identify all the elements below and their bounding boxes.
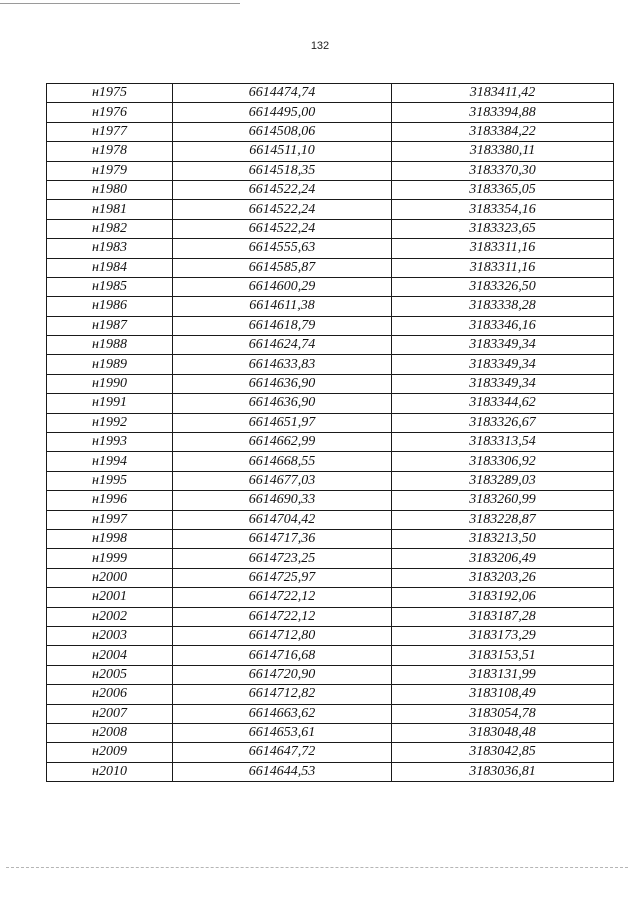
point-id-cell: н1986 xyxy=(47,297,173,316)
table-row xyxy=(47,103,614,122)
x-coordinate-cell: 6614717,36 xyxy=(173,529,392,548)
point-id-cell: н1978 xyxy=(47,142,173,161)
y-coordinate-cell: 3183192,06 xyxy=(392,588,614,607)
y-coordinate-cell: 3183344,62 xyxy=(392,394,614,413)
y-coordinate-cell: 3183326,50 xyxy=(392,277,614,296)
top-rule xyxy=(0,3,240,4)
y-coordinate-cell: 3183313,54 xyxy=(392,433,614,452)
point-id-cell: н2006 xyxy=(47,685,173,704)
point-id-cell: н2009 xyxy=(47,743,173,762)
table-row xyxy=(47,316,614,335)
y-coordinate-cell: 3183349,34 xyxy=(392,355,614,374)
point-id-cell: н1998 xyxy=(47,529,173,548)
table-row xyxy=(47,122,614,141)
point-id-cell: н1995 xyxy=(47,471,173,490)
y-coordinate-cell: 3183206,49 xyxy=(392,549,614,568)
table-row xyxy=(47,374,614,393)
table-row xyxy=(47,743,614,762)
y-coordinate-cell: 3183411,42 xyxy=(392,84,614,103)
table-row xyxy=(47,607,614,626)
point-id-cell: н1979 xyxy=(47,161,173,180)
table-row xyxy=(47,433,614,452)
x-coordinate-cell: 6614522,24 xyxy=(173,180,392,199)
y-coordinate-cell: 3183203,26 xyxy=(392,568,614,587)
table-row xyxy=(47,239,614,258)
y-coordinate-cell: 3183394,88 xyxy=(392,103,614,122)
table-row xyxy=(47,142,614,161)
y-coordinate-cell: 3183354,16 xyxy=(392,200,614,219)
x-coordinate-cell: 6614585,87 xyxy=(173,258,392,277)
table-row xyxy=(47,529,614,548)
x-coordinate-cell: 6614644,53 xyxy=(173,762,392,781)
table-row xyxy=(47,258,614,277)
y-coordinate-cell: 3183370,30 xyxy=(392,161,614,180)
point-id-cell: н2000 xyxy=(47,568,173,587)
y-coordinate-cell: 3183187,28 xyxy=(392,607,614,626)
y-coordinate-cell: 3183349,34 xyxy=(392,336,614,355)
y-coordinate-cell: 3183036,81 xyxy=(392,762,614,781)
x-coordinate-cell: 6614508,06 xyxy=(173,122,392,141)
table-row xyxy=(47,277,614,296)
y-coordinate-cell: 3183323,65 xyxy=(392,219,614,238)
table-row xyxy=(47,452,614,471)
table-row xyxy=(47,471,614,490)
point-id-cell: н2003 xyxy=(47,626,173,645)
x-coordinate-cell: 6614636,90 xyxy=(173,394,392,413)
table-row xyxy=(47,549,614,568)
x-coordinate-cell: 6614677,03 xyxy=(173,471,392,490)
x-coordinate-cell: 6614723,25 xyxy=(173,549,392,568)
x-coordinate-cell: 6614712,80 xyxy=(173,626,392,645)
table-row xyxy=(47,762,614,781)
y-coordinate-cell: 3183054,78 xyxy=(392,704,614,723)
table-row xyxy=(47,704,614,723)
point-id-cell: н1997 xyxy=(47,510,173,529)
page-number: 132 xyxy=(310,40,330,52)
point-id-cell: н2008 xyxy=(47,723,173,742)
x-coordinate-cell: 6614600,29 xyxy=(173,277,392,296)
table-row xyxy=(47,568,614,587)
x-coordinate-cell: 6614518,35 xyxy=(173,161,392,180)
x-coordinate-cell: 6614725,97 xyxy=(173,568,392,587)
y-coordinate-cell: 3183048,48 xyxy=(392,723,614,742)
y-coordinate-cell: 3183213,50 xyxy=(392,529,614,548)
x-coordinate-cell: 6614522,24 xyxy=(173,219,392,238)
table-row xyxy=(47,491,614,510)
table-row xyxy=(47,394,614,413)
table-row xyxy=(47,723,614,742)
y-coordinate-cell: 3183228,87 xyxy=(392,510,614,529)
bottom-rule xyxy=(6,867,628,868)
y-coordinate-cell: 3183260,99 xyxy=(392,491,614,510)
y-coordinate-cell: 3183349,34 xyxy=(392,374,614,393)
y-coordinate-cell: 3183338,28 xyxy=(392,297,614,316)
table-row xyxy=(47,200,614,219)
x-coordinate-cell: 6614633,83 xyxy=(173,355,392,374)
y-coordinate-cell: 3183311,16 xyxy=(392,258,614,277)
coordinates-table-body xyxy=(47,84,614,782)
table-row xyxy=(47,510,614,529)
x-coordinate-cell: 6614712,82 xyxy=(173,685,392,704)
point-id-cell: н1990 xyxy=(47,374,173,393)
y-coordinate-cell: 3183306,92 xyxy=(392,452,614,471)
x-coordinate-cell: 6614704,42 xyxy=(173,510,392,529)
x-coordinate-cell: 6614662,99 xyxy=(173,433,392,452)
x-coordinate-cell: 6614690,33 xyxy=(173,491,392,510)
x-coordinate-cell: 6614651,97 xyxy=(173,413,392,432)
y-coordinate-cell: 3183326,67 xyxy=(392,413,614,432)
point-id-cell: н2001 xyxy=(47,588,173,607)
x-coordinate-cell: 6614511,10 xyxy=(173,142,392,161)
point-id-cell: н2010 xyxy=(47,762,173,781)
x-coordinate-cell: 6614495,00 xyxy=(173,103,392,122)
point-id-cell: н1992 xyxy=(47,413,173,432)
point-id-cell: н1982 xyxy=(47,219,173,238)
table-row xyxy=(47,588,614,607)
point-id-cell: н1976 xyxy=(47,103,173,122)
y-coordinate-cell: 3183173,29 xyxy=(392,626,614,645)
point-id-cell: н1996 xyxy=(47,491,173,510)
point-id-cell: н1987 xyxy=(47,316,173,335)
table-row xyxy=(47,180,614,199)
x-coordinate-cell: 6614716,68 xyxy=(173,646,392,665)
y-coordinate-cell: 3183131,99 xyxy=(392,665,614,684)
point-id-cell: н2002 xyxy=(47,607,173,626)
point-id-cell: н2004 xyxy=(47,646,173,665)
table-row xyxy=(47,84,614,103)
y-coordinate-cell: 3183153,51 xyxy=(392,646,614,665)
point-id-cell: н1994 xyxy=(47,452,173,471)
x-coordinate-cell: 6614722,12 xyxy=(173,588,392,607)
x-coordinate-cell: 6614722,12 xyxy=(173,607,392,626)
point-id-cell: н1983 xyxy=(47,239,173,258)
y-coordinate-cell: 3183380,11 xyxy=(392,142,614,161)
point-id-cell: н1991 xyxy=(47,394,173,413)
table-row xyxy=(47,626,614,645)
point-id-cell: н1999 xyxy=(47,549,173,568)
point-id-cell: н1985 xyxy=(47,277,173,296)
x-coordinate-cell: 6614624,74 xyxy=(173,336,392,355)
x-coordinate-cell: 6614653,61 xyxy=(173,723,392,742)
table-row xyxy=(47,336,614,355)
x-coordinate-cell: 6614720,90 xyxy=(173,665,392,684)
x-coordinate-cell: 6614611,38 xyxy=(173,297,392,316)
y-coordinate-cell: 3183365,05 xyxy=(392,180,614,199)
y-coordinate-cell: 3183042,85 xyxy=(392,743,614,762)
x-coordinate-cell: 6614636,90 xyxy=(173,374,392,393)
x-coordinate-cell: 6614474,74 xyxy=(173,84,392,103)
coordinates-table xyxy=(46,83,614,782)
table-row xyxy=(47,355,614,374)
x-coordinate-cell: 6614647,72 xyxy=(173,743,392,762)
table-row xyxy=(47,219,614,238)
point-id-cell: н2007 xyxy=(47,704,173,723)
x-coordinate-cell: 6614618,79 xyxy=(173,316,392,335)
point-id-cell: н1977 xyxy=(47,122,173,141)
table-row xyxy=(47,685,614,704)
x-coordinate-cell: 6614555,63 xyxy=(173,239,392,258)
y-coordinate-cell: 3183346,16 xyxy=(392,316,614,335)
point-id-cell: н1988 xyxy=(47,336,173,355)
x-coordinate-cell: 6614522,24 xyxy=(173,200,392,219)
point-id-cell: н2005 xyxy=(47,665,173,684)
x-coordinate-cell: 6614663,62 xyxy=(173,704,392,723)
y-coordinate-cell: 3183311,16 xyxy=(392,239,614,258)
y-coordinate-cell: 3183384,22 xyxy=(392,122,614,141)
table-row xyxy=(47,161,614,180)
table-row xyxy=(47,665,614,684)
y-coordinate-cell: 3183108,49 xyxy=(392,685,614,704)
point-id-cell: н1981 xyxy=(47,200,173,219)
point-id-cell: н1993 xyxy=(47,433,173,452)
point-id-cell: н1989 xyxy=(47,355,173,374)
x-coordinate-cell: 6614668,55 xyxy=(173,452,392,471)
y-coordinate-cell: 3183289,03 xyxy=(392,471,614,490)
table-row xyxy=(47,646,614,665)
point-id-cell: н1984 xyxy=(47,258,173,277)
point-id-cell: н1980 xyxy=(47,180,173,199)
table-row xyxy=(47,413,614,432)
table-row xyxy=(47,297,614,316)
point-id-cell: н1975 xyxy=(47,84,173,103)
